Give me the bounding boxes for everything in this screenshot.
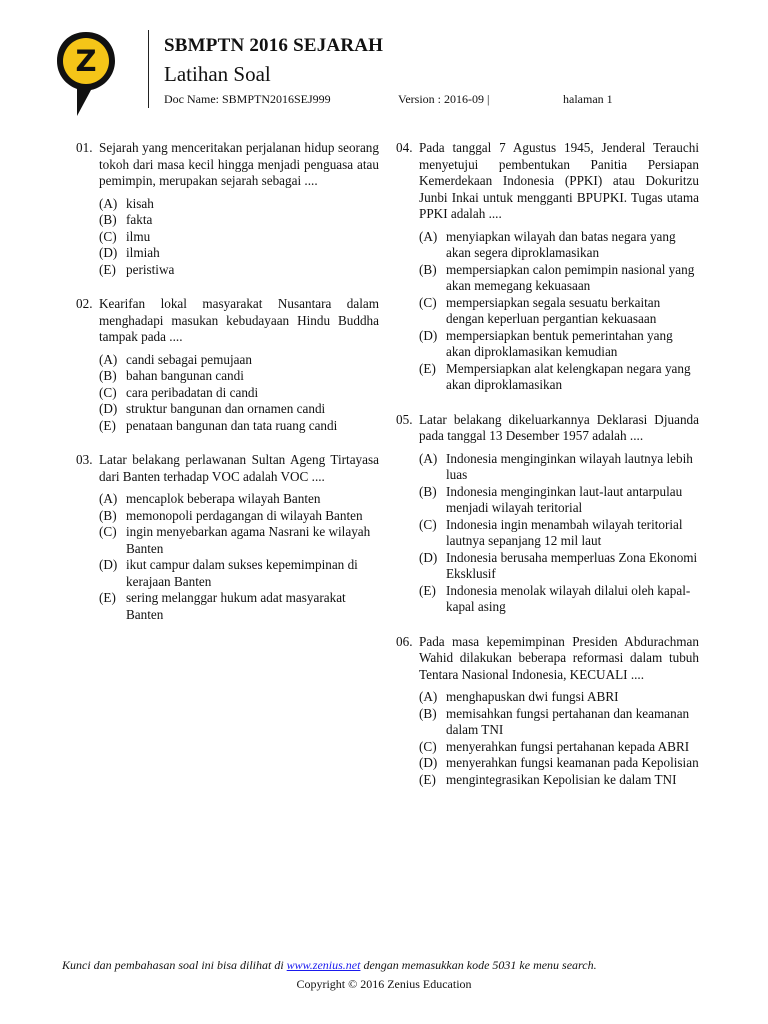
option-text: menyerahkan fungsi pertahanan kepada ABRI [446, 738, 690, 754]
page-number: halaman 1 [563, 92, 613, 106]
answer-option [76, 401, 379, 418]
right-column [396, 140, 699, 788]
option-text: menyerahkan fungsi keamanan pada Kepolisian [446, 755, 699, 770]
zenius-logo-icon [55, 30, 117, 120]
answer-option [396, 689, 699, 706]
option-label: (E) [419, 582, 436, 598]
zenius-link[interactable]: www.zenius.net [286, 958, 361, 972]
option-text: menyiapkan wilayah dan batas negara yang akan segera diproklamasikan [446, 228, 676, 260]
question-text: Pada masa kepemimpinan Presiden Abdurachman Wahid dilakukan beberapa reformasi dalam tubuh Tentara Nasional Indonesia, KECUALI .... [419, 633, 699, 682]
answer-option [76, 508, 379, 525]
option-label: (B) [419, 483, 437, 499]
option-text: peristiwa [126, 261, 175, 277]
option-label: (C) [419, 516, 437, 532]
option-text: ilmu [126, 228, 151, 244]
answer-option [76, 385, 379, 402]
option-label: (D) [99, 245, 118, 260]
option-label: (E) [99, 417, 116, 433]
footer-text-before: Kunci dan pembahasan soal ini bisa dilihat di [62, 958, 287, 972]
option-label: (A) [99, 195, 118, 211]
option-label: (A) [419, 689, 438, 704]
footer-text-after: dengan memasukkan kode 5031 ke menu search. [360, 958, 597, 972]
answer-option [76, 196, 379, 213]
doc-name: Doc Name: SBMPTN2016SEJ999 [164, 92, 331, 106]
answer-option [76, 262, 379, 279]
answer-option [396, 772, 699, 789]
option-label: (A) [419, 450, 438, 466]
question-04 [396, 140, 699, 394]
option-label: (E) [419, 360, 436, 376]
option-text: mempersiapkan calon pemimpin nasional yang akan memegang kekuasaan [446, 261, 695, 293]
option-label: (E) [419, 771, 436, 787]
option-text: kisah [126, 195, 154, 211]
question-text: Latar belakang perlawanan Sultan Ageng Tirtayasa dari Banten terhadap VOC adalah VOC .... [99, 452, 379, 484]
answer-option [76, 212, 379, 229]
option-label: (B) [99, 212, 117, 227]
question-number: 05. [396, 411, 413, 427]
option-label: (C) [99, 384, 117, 400]
option-text: mempersiapkan segala sesuatu berkaitan dengan keperluan pergantian kekuasaan [446, 294, 661, 326]
answer-option [396, 451, 699, 484]
question-number: 04. [396, 140, 413, 155]
option-text: Mempersiapkan alat kelengkapan negara yang akan diproklamasikan [446, 360, 691, 392]
question-06 [396, 634, 699, 789]
option-text: ilmiah [126, 245, 160, 260]
option-label: (B) [99, 368, 117, 383]
option-label: (A) [99, 491, 118, 506]
option-label: (B) [419, 705, 437, 721]
answer-option [396, 262, 699, 295]
answer-option [396, 583, 699, 616]
option-text: mempersiapkan bentuk pemerintahan yang akan diproklamasikan kemudian [446, 327, 673, 359]
option-label: (E) [99, 261, 116, 277]
option-text: struktur bangunan dan ornamen candi [126, 401, 326, 416]
option-text: ingin menyebarkan agama Nasrani ke wilayah Banten [126, 524, 371, 556]
option-text: cara peribadatan di candi [126, 384, 259, 400]
option-text: mengintegrasikan Kepolisian ke dalam TNI [446, 771, 677, 787]
question-number: 06. [396, 633, 413, 649]
answer-option [396, 484, 699, 517]
option-label: (D) [99, 401, 118, 416]
option-text: penataan bangunan dan tata ruang candi [126, 417, 338, 433]
option-label: (C) [99, 228, 117, 244]
question-05 [396, 412, 699, 616]
question-number: 01. [76, 140, 93, 155]
doc-version: Version : 2016-09 | [398, 92, 490, 106]
option-text: candi sebagai pemujaan [126, 351, 252, 367]
zenius-logo [55, 30, 117, 120]
answer-option [76, 368, 379, 385]
option-label: (C) [419, 294, 437, 310]
answer-option [76, 245, 379, 262]
answer-option [396, 328, 699, 361]
page-subtitle: Latihan Soal [164, 62, 271, 86]
option-text: Indonesia ingin menambah wilayah teritorial lautnya sepanjang 12 mil laut [446, 516, 683, 548]
option-text: memonopoli perdagangan di wilayah Banten [126, 507, 363, 523]
answer-option [396, 739, 699, 756]
option-text: Indonesia berusaha memperluas Zona Ekonomi Eksklusif [446, 549, 698, 581]
option-text: menghapuskan dwi fungsi ABRI [446, 689, 619, 704]
answer-option [76, 229, 379, 246]
copyright: Copyright © 2016 Zenius Education [296, 977, 472, 991]
question-text: Sejarah yang menceritakan perjalanan hidup seorang tokoh dari masa kecil hingga menjadi penguasa atau pemimpin, merupakan sejarah sebagai .... [99, 140, 379, 188]
footer-note [62, 958, 597, 973]
question-text: Latar belakang dikeluarkannya Deklarasi Djuanda pada tanggal 13 Desember 1957 adalah .... [419, 411, 699, 443]
logo-letter: Z [75, 44, 97, 78]
question-02 [76, 296, 379, 434]
option-label: (A) [419, 228, 438, 244]
option-label: (D) [419, 549, 438, 565]
answer-option [396, 229, 699, 262]
option-label: (E) [99, 590, 116, 605]
option-label: (C) [99, 524, 117, 539]
question-text: Pada tanggal 7 Agustus 1945, Jenderal Terauchi menyetujui pembentukan Panitia Persiapan Kemerdekaan Indonesia (PPKI) atau Dokuritzu Junbi Inkai untuk mengganti BPUPKI. Tugas utama PPKI adalah .... [419, 140, 699, 221]
answer-option [396, 706, 699, 739]
option-label: (B) [99, 507, 117, 523]
answer-option [396, 550, 699, 583]
answer-option [76, 418, 379, 435]
header-divider [148, 30, 149, 108]
page-title: SBMPTN 2016 SEJARAH [164, 35, 384, 56]
option-text: mencaplok beberapa wilayah Banten [126, 491, 321, 506]
answer-option [76, 524, 379, 557]
option-text: Indonesia menginginkan wilayah lautnya lebih luas [446, 450, 693, 482]
option-text: Indonesia menolak wilayah dilalui oleh kapal-kapal asing [446, 582, 691, 614]
answer-option [396, 295, 699, 328]
option-label: (D) [419, 755, 438, 770]
answer-option [76, 557, 379, 590]
question-03 [76, 452, 379, 623]
question-number: 02. [76, 296, 93, 311]
option-text: sering melanggar hukum adat masyarakat Banten [126, 590, 346, 622]
question-text: Kearifan lokal masyarakat Nusantara dalam menghadapi masukan kebudayaan Hindu Buddha tampak pada .... [99, 296, 379, 344]
option-text: memisahkan fungsi pertahanan dan keamanan dalam TNI [446, 705, 690, 737]
answer-option [396, 361, 699, 394]
answer-option [76, 352, 379, 369]
answer-option [396, 755, 699, 772]
answer-option [76, 491, 379, 508]
option-text: bahan bangunan candi [126, 368, 244, 383]
answer-option [396, 517, 699, 550]
option-label: (D) [99, 557, 118, 572]
option-label: (D) [419, 327, 438, 343]
question-01 [76, 140, 379, 278]
option-label: (A) [99, 351, 118, 367]
option-text: Indonesia menginginkan laut-laut antarpulau menjadi wilayah teritorial [446, 483, 683, 515]
question-number: 03. [76, 452, 93, 467]
left-column [76, 140, 379, 623]
option-text: fakta [126, 212, 153, 227]
option-label: (B) [419, 261, 437, 277]
answer-option [76, 590, 379, 623]
option-text: ikut campur dalam sukses kepemimpinan di kerajaan Banten [126, 557, 358, 589]
option-label: (C) [419, 738, 437, 754]
